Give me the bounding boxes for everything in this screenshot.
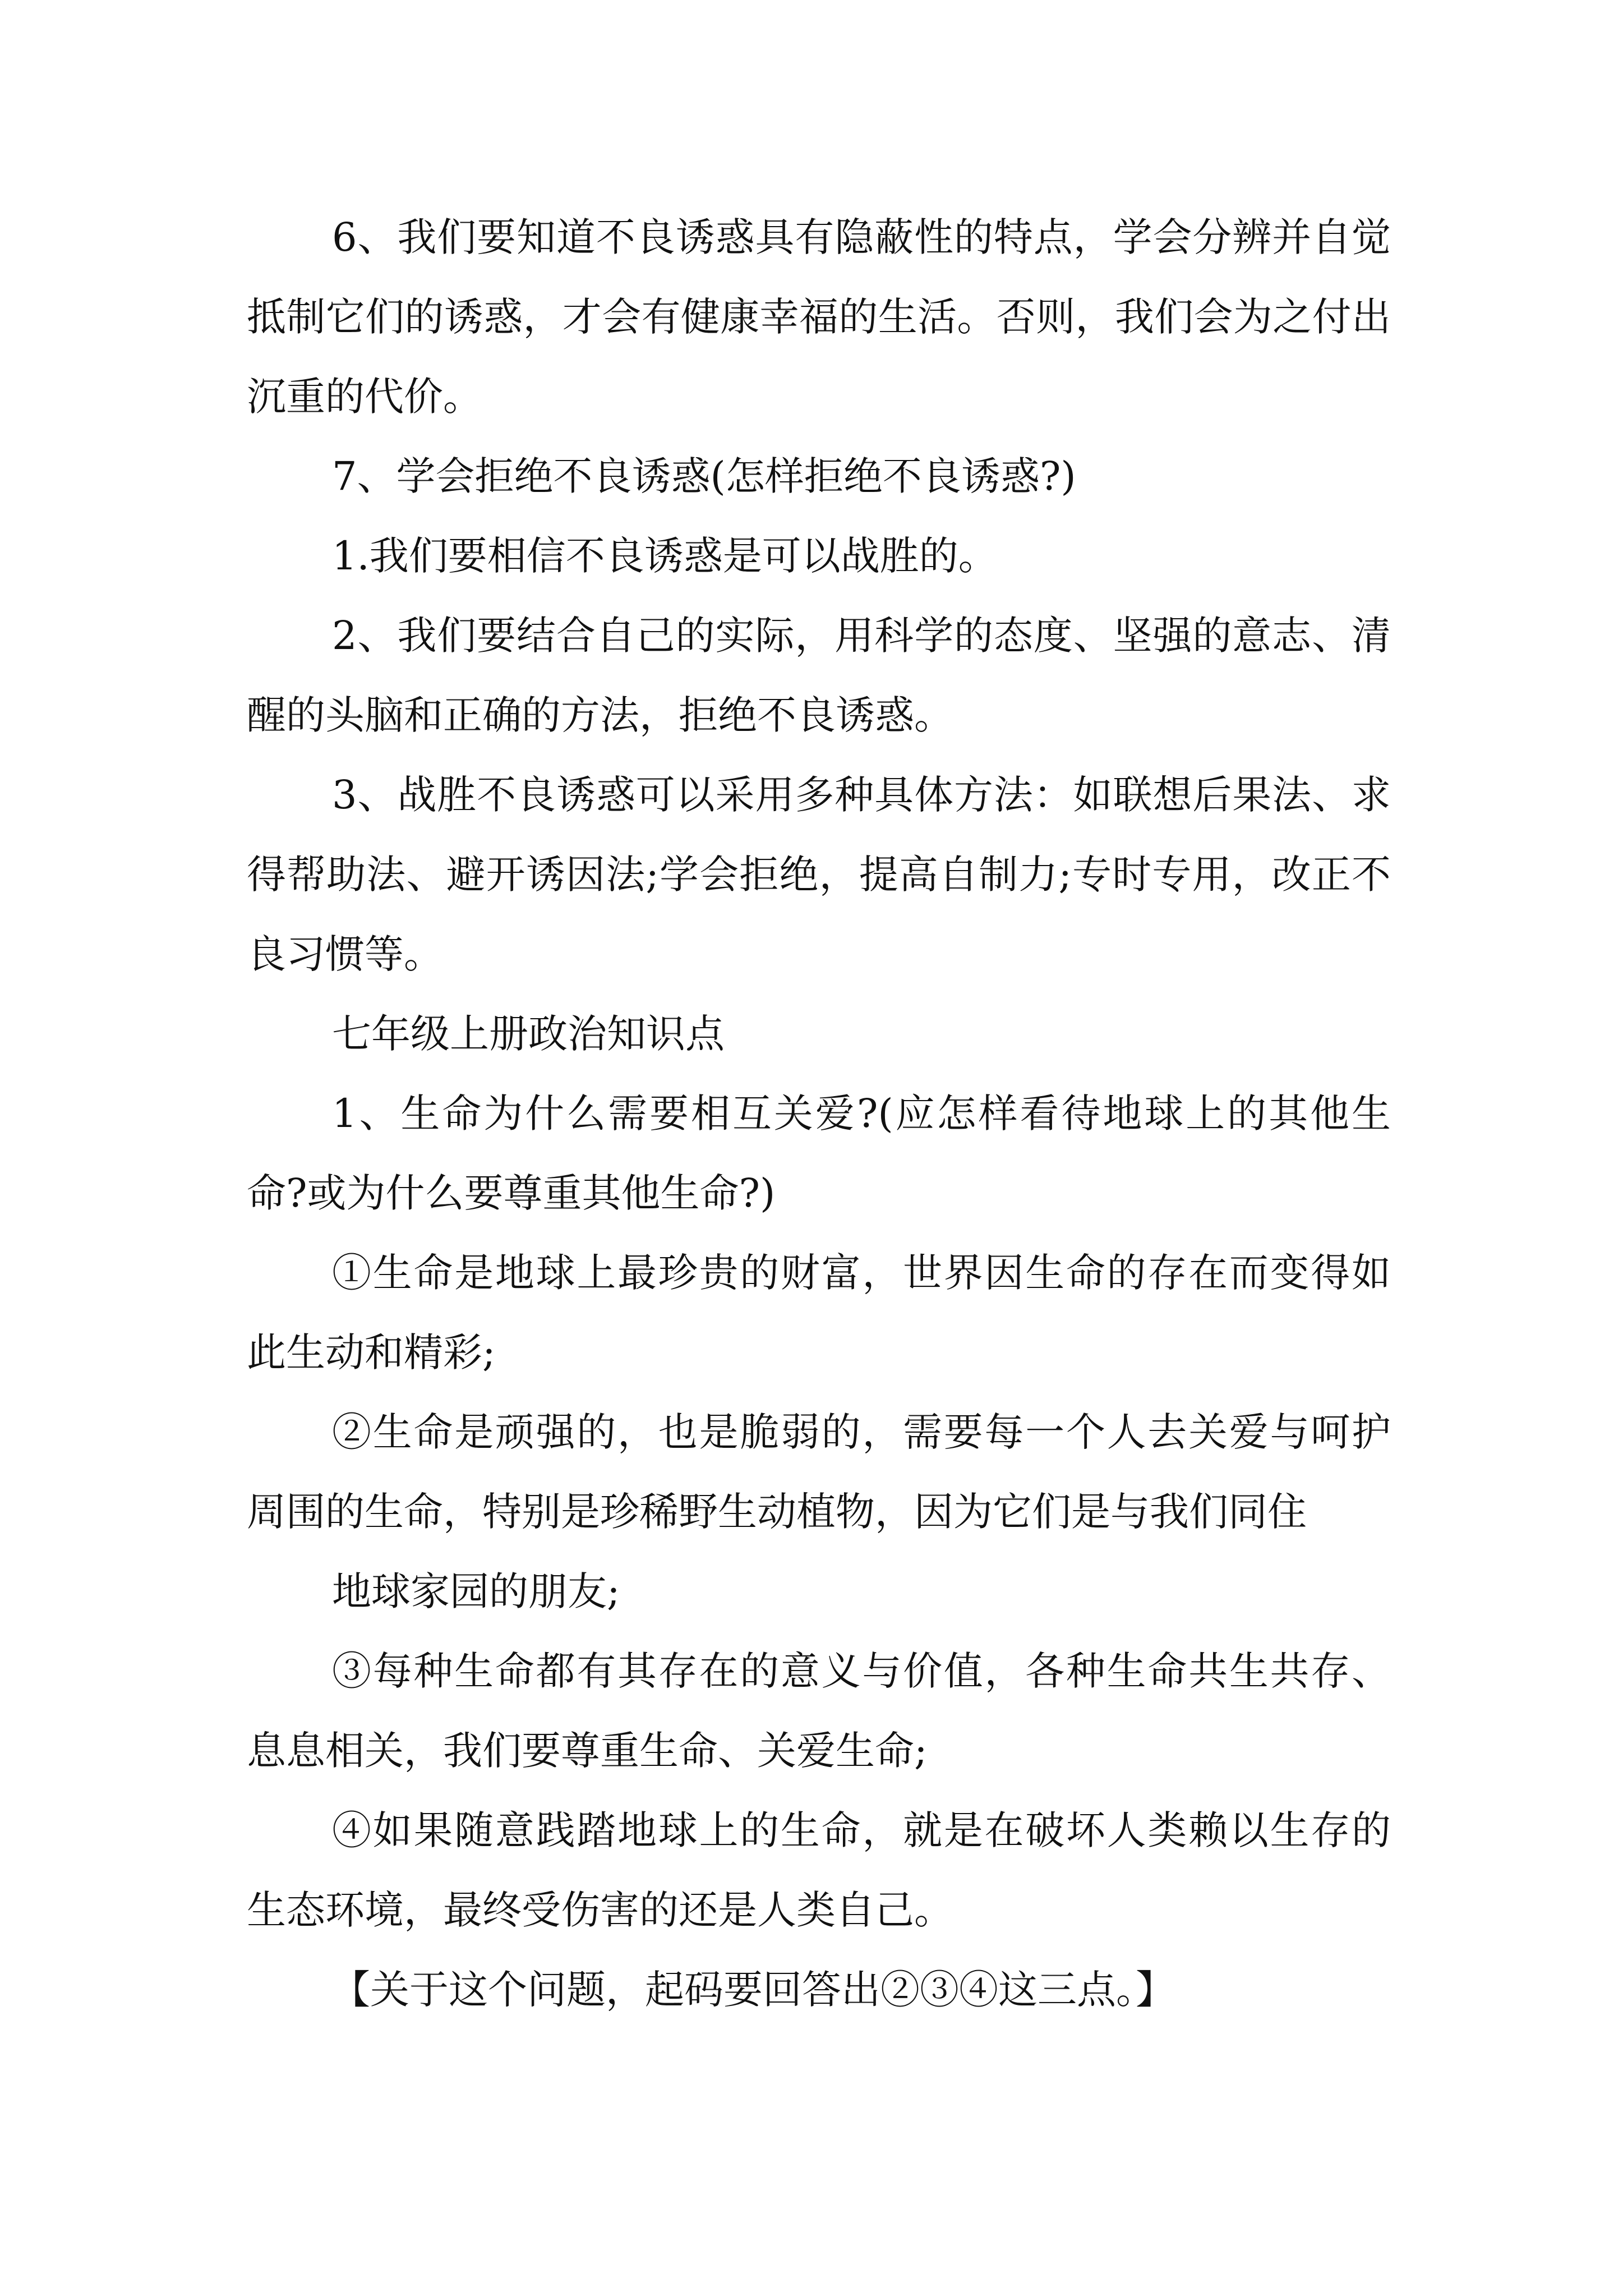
paragraph-specific-methods: 3、战胜不良诱惑可以采用多种具体方法：如联想后果法、求得帮助法、避开诱因法;学会拒绝，提高自制力;专时专用，改正不良习惯等。 — [247, 772, 1391, 977]
paragraph-refuse-temptation-heading: 7、学会拒绝不良诱惑(怎样拒绝不良诱惑?) — [332, 453, 1076, 499]
document-body — [247, 197, 1391, 2030]
paragraph-temptation-concealment: 6、我们要知道不良诱惑具有隐蔽性的特点，学会分辨并自觉抵制它们的诱惑，才会有健康幸福的生活。否则，我们会为之付出沉重的代价。 — [247, 214, 1391, 420]
paragraph-point-3: ③每种生命都有其存在的意义与价值，各种生命共生共存、息息相关，我们要尊重生命、关爱生命; — [247, 1648, 1391, 1774]
paragraph-point-2: ②生命是顽强的，也是脆弱的，需要每一个人去关爱与呵护周围的生命，特别是珍稀野生动植物，因为它们是与我们同住 — [247, 1409, 1391, 1535]
paragraph-point-2-continued: 地球家园的朋友; — [332, 1568, 620, 1614]
paragraph-scientific-attitude: 2、我们要结合自己的实际，用科学的态度、坚强的意志、清醒的头脑和正确的方法，拒绝不良诱惑。 — [247, 613, 1391, 738]
answer-note: 【关于这个问题，起码要回答出②③④这三点。】 — [331, 1967, 1175, 2013]
paragraph-point-4: ④如果随意践踏地球上的生命，就是在破坏人类赖以生存的生态环境，最终受伤害的还是人类自己。 — [247, 1807, 1391, 1933]
paragraph-point-1: ①生命是地球上最珍贵的财富，世界因生命的存在而变得如此生动和精彩; — [247, 1250, 1391, 1375]
paragraph-believe-can-overcome: 1.我们要相信不良诱惑是可以战胜的。 — [332, 533, 998, 579]
section-title: 七年级上册政治知识点 — [332, 1011, 725, 1057]
paragraph-life-mutual-care-question: 1、生命为什么需要相互关爱?(应怎样看待地球上的其他生命?或为什么要尊重其他生命?) — [247, 1091, 1391, 1216]
